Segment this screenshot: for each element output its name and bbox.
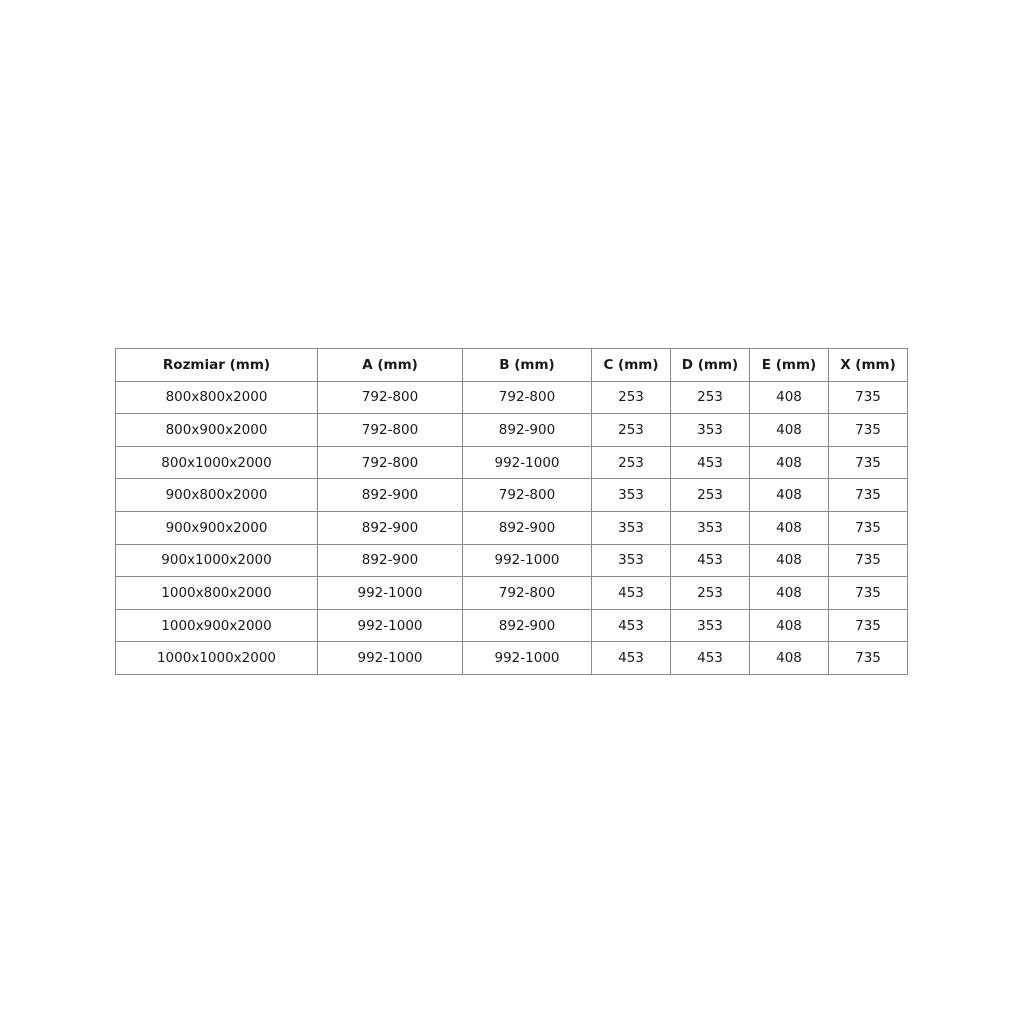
cell-size: 1000x1000x2000 xyxy=(116,642,318,675)
cell-e: 408 xyxy=(750,511,829,544)
cell-d: 353 xyxy=(671,511,750,544)
cell-a: 792-800 xyxy=(318,414,463,447)
cell-a: 992-1000 xyxy=(318,642,463,675)
cell-e: 408 xyxy=(750,609,829,642)
header-a: A (mm) xyxy=(318,349,463,382)
cell-d: 453 xyxy=(671,446,750,479)
cell-e: 408 xyxy=(750,446,829,479)
cell-size: 1000x800x2000 xyxy=(116,577,318,610)
cell-a: 892-900 xyxy=(318,479,463,512)
table-row xyxy=(116,381,908,414)
cell-b: 992-1000 xyxy=(463,446,592,479)
cell-e: 408 xyxy=(750,479,829,512)
table-row xyxy=(116,414,908,447)
header-b: B (mm) xyxy=(463,349,592,382)
cell-e: 408 xyxy=(750,381,829,414)
table-row xyxy=(116,479,908,512)
cell-a: 992-1000 xyxy=(318,577,463,610)
cell-c: 353 xyxy=(592,544,671,577)
cell-e: 408 xyxy=(750,414,829,447)
header-x: X (mm) xyxy=(829,349,908,382)
cell-c: 253 xyxy=(592,446,671,479)
cell-a: 992-1000 xyxy=(318,609,463,642)
cell-b: 792-800 xyxy=(463,381,592,414)
cell-size: 1000x900x2000 xyxy=(116,609,318,642)
cell-d: 253 xyxy=(671,381,750,414)
header-e: E (mm) xyxy=(750,349,829,382)
cell-size: 900x800x2000 xyxy=(116,479,318,512)
cell-x: 735 xyxy=(829,414,908,447)
dimensions-table xyxy=(115,348,908,675)
cell-c: 453 xyxy=(592,642,671,675)
cell-e: 408 xyxy=(750,577,829,610)
table-row xyxy=(116,446,908,479)
cell-b: 892-900 xyxy=(463,511,592,544)
table-row xyxy=(116,544,908,577)
table-row xyxy=(116,642,908,675)
cell-x: 735 xyxy=(829,609,908,642)
cell-c: 253 xyxy=(592,414,671,447)
header-row xyxy=(116,349,908,382)
cell-d: 453 xyxy=(671,544,750,577)
cell-x: 735 xyxy=(829,479,908,512)
cell-x: 735 xyxy=(829,642,908,675)
cell-a: 792-800 xyxy=(318,381,463,414)
table-row xyxy=(116,511,908,544)
cell-size: 800x1000x2000 xyxy=(116,446,318,479)
table-row xyxy=(116,609,908,642)
cell-x: 735 xyxy=(829,446,908,479)
cell-size: 900x1000x2000 xyxy=(116,544,318,577)
cell-x: 735 xyxy=(829,544,908,577)
table-header xyxy=(116,349,908,382)
cell-a: 892-900 xyxy=(318,544,463,577)
cell-d: 253 xyxy=(671,479,750,512)
cell-size: 800x800x2000 xyxy=(116,381,318,414)
cell-c: 353 xyxy=(592,511,671,544)
cell-a: 892-900 xyxy=(318,511,463,544)
cell-size: 800x900x2000 xyxy=(116,414,318,447)
cell-x: 735 xyxy=(829,511,908,544)
cell-size: 900x900x2000 xyxy=(116,511,318,544)
cell-d: 353 xyxy=(671,414,750,447)
cell-b: 792-800 xyxy=(463,479,592,512)
header-d: D (mm) xyxy=(671,349,750,382)
cell-x: 735 xyxy=(829,577,908,610)
cell-c: 353 xyxy=(592,479,671,512)
table-body xyxy=(116,381,908,674)
table-row xyxy=(116,577,908,610)
cell-a: 792-800 xyxy=(318,446,463,479)
cell-e: 408 xyxy=(750,544,829,577)
header-c: C (mm) xyxy=(592,349,671,382)
cell-c: 453 xyxy=(592,577,671,610)
cell-b: 892-900 xyxy=(463,609,592,642)
cell-b: 892-900 xyxy=(463,414,592,447)
cell-d: 353 xyxy=(671,609,750,642)
cell-d: 453 xyxy=(671,642,750,675)
cell-c: 453 xyxy=(592,609,671,642)
cell-c: 253 xyxy=(592,381,671,414)
cell-b: 992-1000 xyxy=(463,544,592,577)
cell-b: 992-1000 xyxy=(463,642,592,675)
header-size: Rozmiar (mm) xyxy=(116,349,318,382)
cell-x: 735 xyxy=(829,381,908,414)
cell-d: 253 xyxy=(671,577,750,610)
cell-e: 408 xyxy=(750,642,829,675)
cell-b: 792-800 xyxy=(463,577,592,610)
